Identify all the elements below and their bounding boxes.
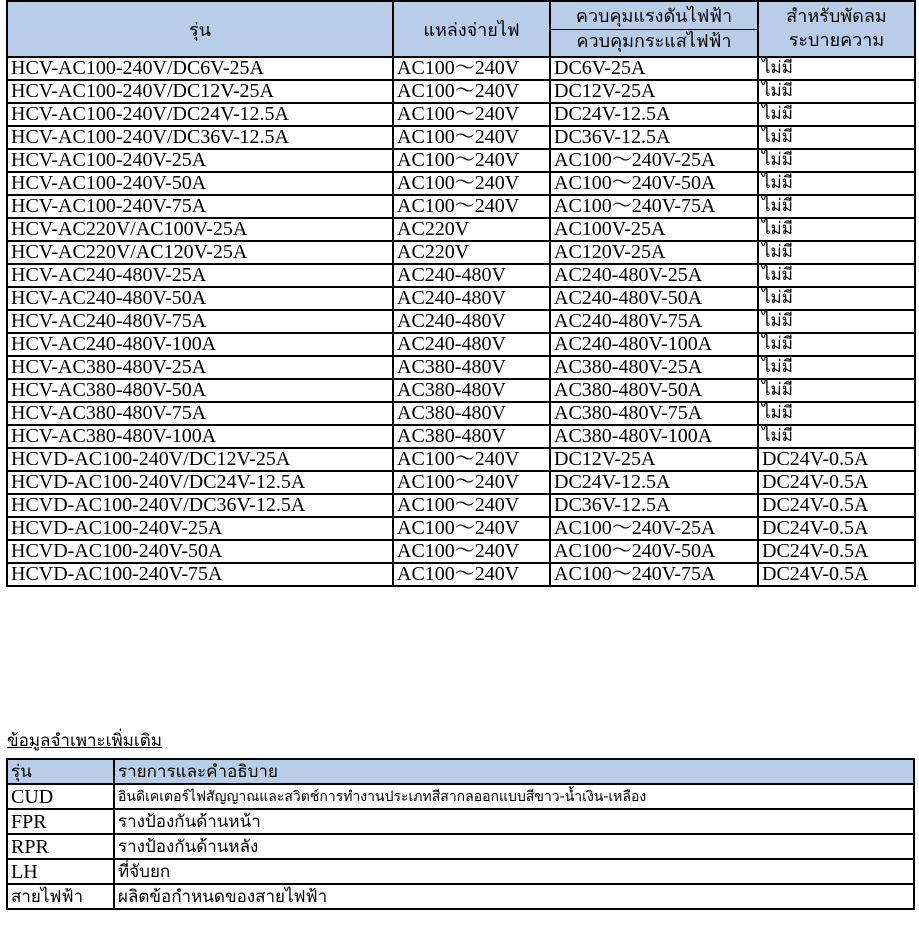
control-cell: AC240-480V-25A: [550, 264, 758, 287]
control-cell: AC240-480V-100A: [550, 333, 758, 356]
model-cell: HCV-AC100-240V/DC24V-12.5A: [7, 103, 393, 126]
power-source-cell: AC100～240V: [393, 563, 550, 586]
table-row: [7, 218, 915, 241]
control-cell: AC100～240V-25A: [550, 517, 758, 540]
control-cell: AC380-480V-25A: [550, 356, 758, 379]
option-code-cell: CUD: [7, 784, 114, 809]
control-cell: AC240-480V-75A: [550, 310, 758, 333]
model-cell: HCV-AC100-240V/DC6V-25A: [7, 57, 393, 80]
table-row: [7, 57, 915, 80]
control-cell: DC12V-25A: [550, 448, 758, 471]
model-cell: HCV-AC240-480V-50A: [7, 287, 393, 310]
power-source-cell: AC100～240V: [393, 517, 550, 540]
table-row: [7, 172, 915, 195]
model-cell: HCV-AC100-240V-25A: [7, 149, 393, 172]
table-row: [7, 356, 915, 379]
header-control: [550, 1, 758, 57]
header-fan: [758, 1, 915, 57]
header-power-source: แหล่งจ่ายไฟ: [393, 1, 550, 57]
header-fan-line1: สำหรับพัดลม: [786, 6, 887, 27]
option-description-cell: รางป้องกันด้านหลัง: [114, 834, 914, 859]
table-row: [7, 264, 915, 287]
option-code-cell: FPR: [7, 809, 114, 834]
option-code-cell: LH: [7, 859, 114, 884]
model-cell: HCV-AC100-240V/DC12V-25A: [7, 80, 393, 103]
power-source-cell: AC240-480V: [393, 310, 550, 333]
power-source-cell: AC100～240V: [393, 57, 550, 80]
table-row: [7, 494, 915, 517]
fan-cell: ไม่มี: [758, 356, 915, 379]
table-row: [7, 884, 914, 909]
table-row: [7, 425, 915, 448]
spec-header-row: [7, 1, 915, 57]
table-row: [7, 310, 915, 333]
model-cell: HCV-AC240-480V-100A: [7, 333, 393, 356]
power-source-cell: AC380-480V: [393, 379, 550, 402]
fan-cell: ไม่มี: [758, 80, 915, 103]
option-description-cell: รางป้องกันด้านหน้า: [114, 809, 914, 834]
control-cell: AC380-480V-75A: [550, 402, 758, 425]
header-control-line2: ควบคุมกระแสไฟฟ้า: [551, 29, 757, 54]
header-fan-line2: ระบายความ: [788, 30, 885, 51]
fan-cell: ไม่มี: [758, 195, 915, 218]
control-cell: DC36V-12.5A: [550, 126, 758, 149]
table-row: [7, 834, 914, 859]
table-row: [7, 540, 915, 563]
table-row: [7, 80, 915, 103]
fan-cell: ไม่มี: [758, 126, 915, 149]
control-cell: AC100～240V-50A: [550, 540, 758, 563]
extra-spec-table: [6, 758, 915, 910]
fan-cell: DC24V-0.5A: [758, 540, 915, 563]
model-cell: HCVD-AC100-240V/DC12V-25A: [7, 448, 393, 471]
spec-table-body: [7, 57, 915, 586]
power-source-cell: AC100～240V: [393, 494, 550, 517]
power-source-cell: AC380-480V: [393, 356, 550, 379]
model-cell: HCV-AC100-240V/DC36V-12.5A: [7, 126, 393, 149]
fan-cell: ไม่มี: [758, 218, 915, 241]
control-cell: AC100～240V-75A: [550, 563, 758, 586]
fan-cell: ไม่มี: [758, 103, 915, 126]
table-row: [7, 859, 914, 884]
fan-cell: DC24V-0.5A: [758, 448, 915, 471]
control-cell: AC100V-25A: [550, 218, 758, 241]
control-cell: AC100～240V-75A: [550, 195, 758, 218]
fan-cell: DC24V-0.5A: [758, 471, 915, 494]
table-row: [7, 784, 914, 809]
extra-header-row: [7, 759, 914, 784]
table-row: [7, 379, 915, 402]
table-row: [7, 402, 915, 425]
control-cell: AC380-480V-100A: [550, 425, 758, 448]
power-source-cell: AC240-480V: [393, 333, 550, 356]
table-row: [7, 809, 914, 834]
model-cell: HCVD-AC100-240V-25A: [7, 517, 393, 540]
fan-cell: ไม่มี: [758, 402, 915, 425]
power-source-cell: AC100～240V: [393, 149, 550, 172]
control-cell: AC240-480V-50A: [550, 287, 758, 310]
power-source-cell: AC100～240V: [393, 80, 550, 103]
table-row: [7, 149, 915, 172]
power-source-cell: AC240-480V: [393, 287, 550, 310]
model-cell: HCV-AC380-480V-75A: [7, 402, 393, 425]
power-source-cell: AC100～240V: [393, 540, 550, 563]
option-description-cell: อินดิเคเตอร์ไฟสัญญาณและสวิตช์การทำงานประเภทสีสากลออกแบบสีขาว-น้ำเงิน-เหลือง: [114, 784, 914, 809]
power-source-cell: AC100～240V: [393, 448, 550, 471]
model-cell: HCV-AC380-480V-100A: [7, 425, 393, 448]
control-cell: DC36V-12.5A: [550, 494, 758, 517]
power-source-cell: AC380-480V: [393, 402, 550, 425]
extra-header-model: รุ่น: [7, 759, 114, 784]
control-cell: AC380-480V-50A: [550, 379, 758, 402]
power-source-cell: AC100～240V: [393, 172, 550, 195]
header-model: รุ่น: [7, 1, 393, 57]
fan-cell: ไม่มี: [758, 287, 915, 310]
table-row: [7, 563, 915, 586]
fan-cell: ไม่มี: [758, 310, 915, 333]
power-source-cell: AC380-480V: [393, 425, 550, 448]
power-source-cell: AC100～240V: [393, 471, 550, 494]
fan-cell: ไม่มี: [758, 149, 915, 172]
fan-cell: ไม่มี: [758, 425, 915, 448]
control-cell: AC120V-25A: [550, 241, 758, 264]
fan-cell: DC24V-0.5A: [758, 563, 915, 586]
power-source-cell: AC100～240V: [393, 195, 550, 218]
power-source-cell: AC240-480V: [393, 264, 550, 287]
table-row: [7, 195, 915, 218]
model-cell: HCV-AC380-480V-25A: [7, 356, 393, 379]
model-cell: HCVD-AC100-240V/DC36V-12.5A: [7, 494, 393, 517]
fan-cell: ไม่มี: [758, 264, 915, 287]
fan-cell: DC24V-0.5A: [758, 494, 915, 517]
table-row: [7, 103, 915, 126]
table-row: [7, 448, 915, 471]
model-cell: HCVD-AC100-240V-50A: [7, 540, 393, 563]
model-cell: HCVD-AC100-240V-75A: [7, 563, 393, 586]
table-row: [7, 287, 915, 310]
power-source-cell: AC100～240V: [393, 103, 550, 126]
header-control-line1: ควบคุมแรงดันไฟฟ้า: [575, 5, 733, 27]
power-source-cell: AC220V: [393, 218, 550, 241]
model-cell: HCV-AC240-480V-75A: [7, 310, 393, 333]
option-code-cell: สายไฟฟ้า: [7, 884, 114, 909]
table-row: [7, 126, 915, 149]
extra-header-description: รายการและคำอธิบาย: [114, 759, 914, 784]
extra-table-body: [7, 784, 914, 909]
control-cell: DC6V-25A: [550, 57, 758, 80]
table-row: [7, 517, 915, 540]
model-cell: HCV-AC100-240V-50A: [7, 172, 393, 195]
fan-cell: ไม่มี: [758, 333, 915, 356]
model-cell: HCV-AC240-480V-25A: [7, 264, 393, 287]
control-cell: DC24V-12.5A: [550, 471, 758, 494]
model-cell: HCVD-AC100-240V/DC24V-12.5A: [7, 471, 393, 494]
model-cell: HCV-AC380-480V-50A: [7, 379, 393, 402]
control-cell: AC100～240V-50A: [550, 172, 758, 195]
fan-cell: ไม่มี: [758, 172, 915, 195]
power-source-cell: AC220V: [393, 241, 550, 264]
fan-cell: DC24V-0.5A: [758, 517, 915, 540]
control-cell: DC12V-25A: [550, 80, 758, 103]
option-description-cell: ที่จับยก: [114, 859, 914, 884]
table-row: [7, 333, 915, 356]
option-description-cell: ผลิตข้อกำหนดของสายไฟฟ้า: [114, 884, 914, 909]
model-cell: HCV-AC220V/AC100V-25A: [7, 218, 393, 241]
power-source-cell: AC100～240V: [393, 126, 550, 149]
fan-cell: ไม่มี: [758, 379, 915, 402]
spec-table: [6, 0, 916, 587]
fan-cell: ไม่มี: [758, 241, 915, 264]
table-row: [7, 471, 915, 494]
table-row: [7, 241, 915, 264]
model-cell: HCV-AC100-240V-75A: [7, 195, 393, 218]
control-cell: DC24V-12.5A: [550, 103, 758, 126]
model-cell: HCV-AC220V/AC120V-25A: [7, 241, 393, 264]
fan-cell: ไม่มี: [758, 57, 915, 80]
control-cell: AC100～240V-25A: [550, 149, 758, 172]
extra-section-title: ข้อมูลจำเพาะเพิ่มเติม: [7, 731, 162, 751]
option-code-cell: RPR: [7, 834, 114, 859]
